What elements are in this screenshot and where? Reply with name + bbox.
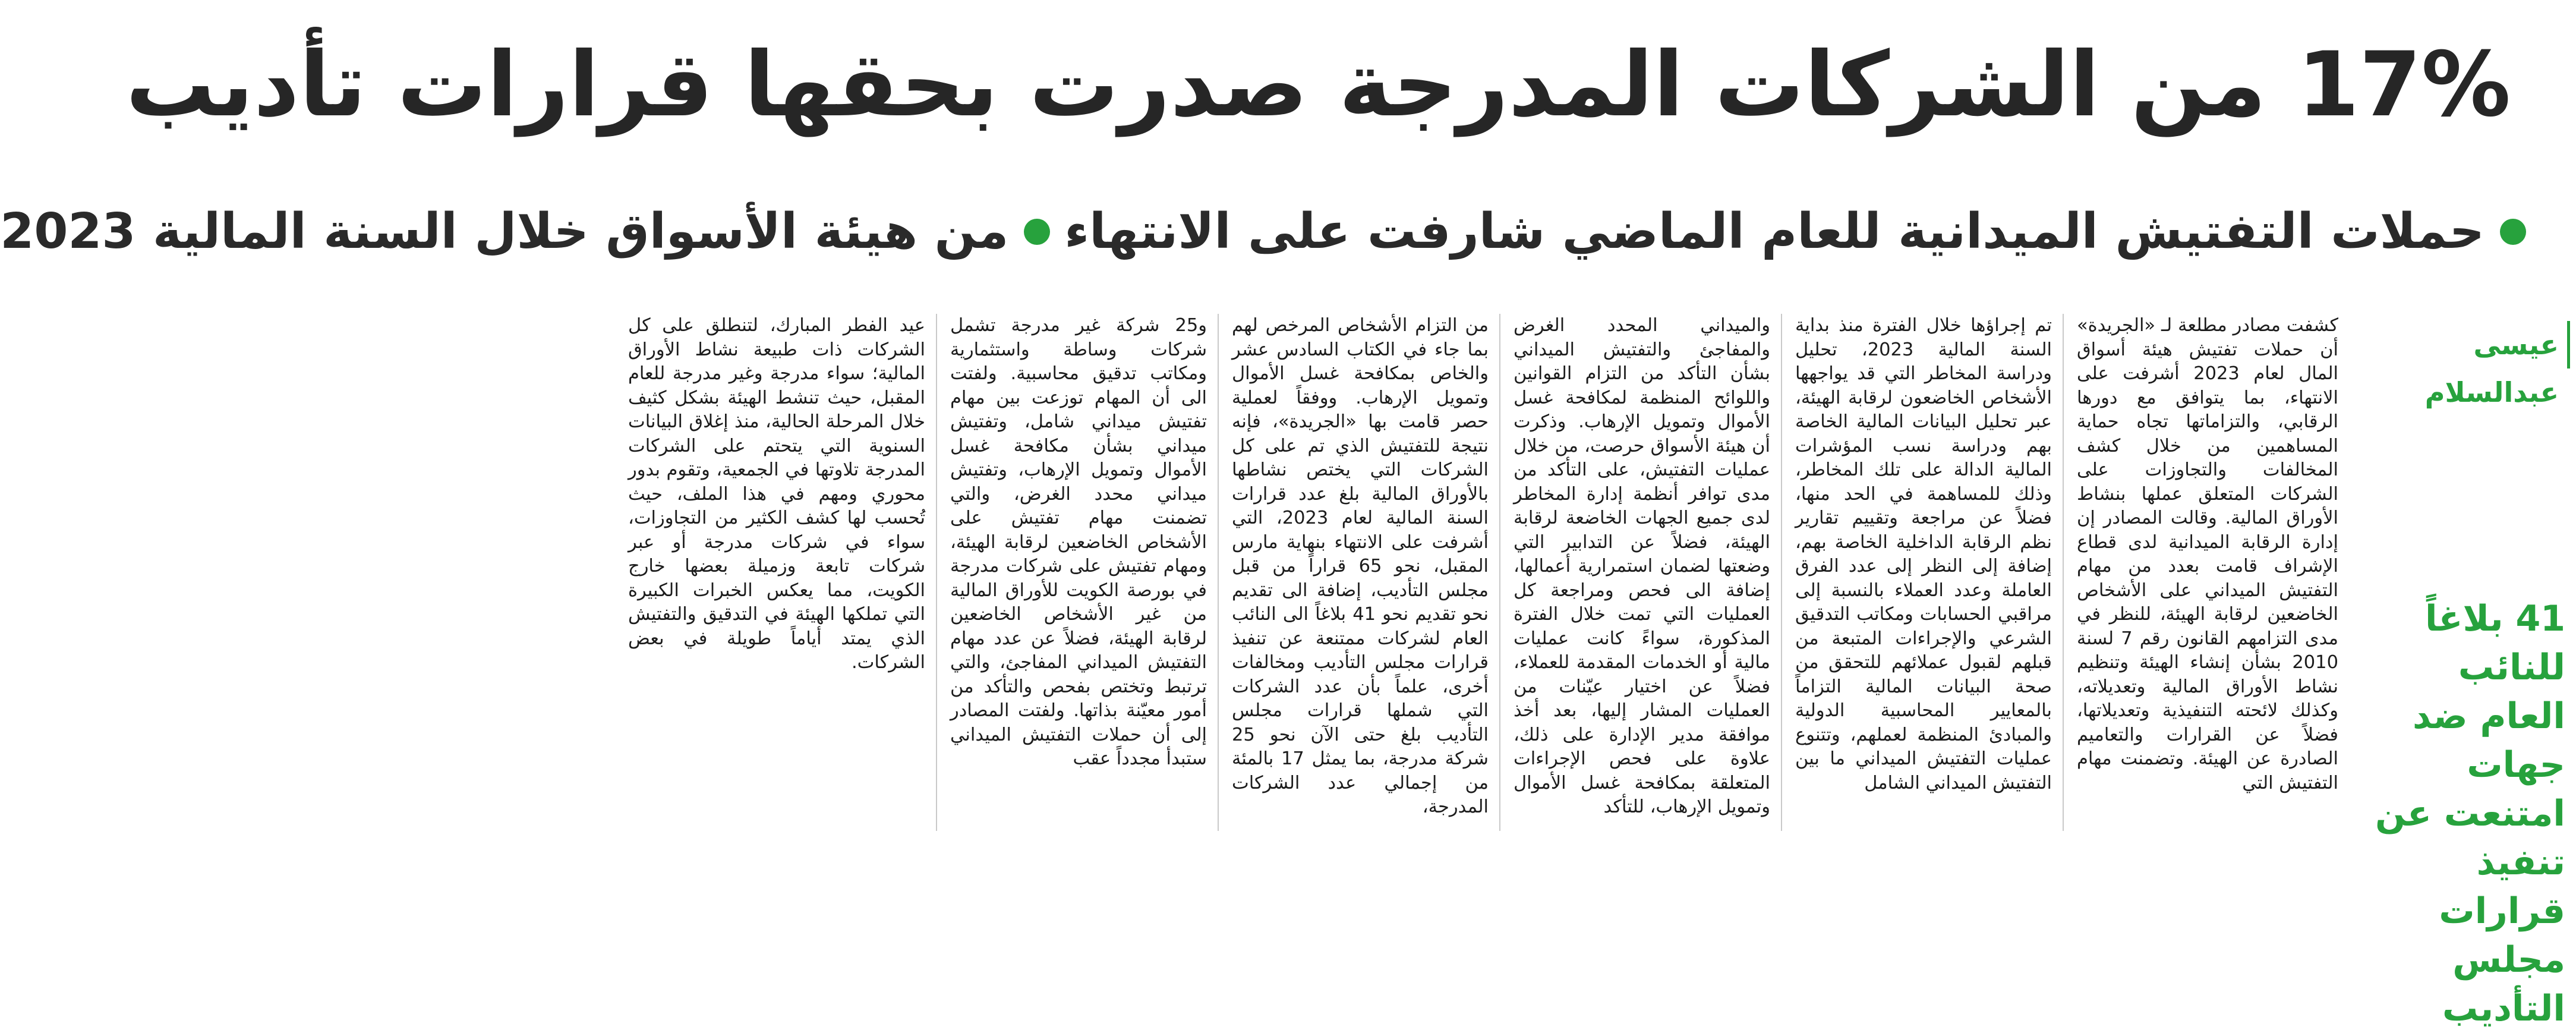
column-divider <box>936 314 937 831</box>
bullet-dot-icon <box>1024 219 1050 245</box>
bullet-dot-icon <box>2500 219 2526 245</box>
article-column-6: عيد الفطر المبارك، لتنطلق على كل الشركات ذات طبيعة نشاط الأوراق المالية؛ سواء مدرجة وغير مدرجة للعام المقبل، حيث تنشط الهيئة بشكل كثيف خلال المرحلة الحالية، منذ إغلاق البيانات السنوية التي يتحتم على الشركات المدرجة تلاوتها في الجمعية، وتقوم بدور محوري ومهم في هذا الملف، حيث تُحسب لها كشف الكثير من التجاوزات، سواء في شركات مدرجة أو عبر شركات تابعة وزميلة بعضها خارج الكويت، مما يعكس الخبرات الكبيرة التي تملكها الهيئة في التدقيق والتفتيش الذي يمتد أياماً طويلة في بعض الشركات. <box>628 315 925 673</box>
author-byline: عيسى عبدالسلام <box>2392 321 2570 369</box>
article-column-1: كشفت مصادر مطلعة لـ «الجريدة» أن حملات تفتيش هيئة أسواق المال لعام 2023 أشرفت على الانتهاء، بما يتوافق مع دورها الرقابي، والتزاماتها تجاه حماية المساهمين من خلال كشف المخالفات والتجاوزات على الشركات المتعلق عملها بنشاط الأوراق المالية. وقالت المصادر إن إدارة الرقابة الميدانية لدى قطاع الإشراف قامت بعدد من مهام التفتيش الميداني على الأشخاص الخاضعين لرقابة الهيئة، للنظر في مدى التزامهم القانون رقم 7 لسنة 2010 بشأن إنشاء الهيئة وتنظيم نشاط الأوراق المالية وتعديلاته، وكذلك لائحته التنفيذية وتعديلاتها، فضلاً عن القرارات والتعاميم الصادرة عن الهيئة. وتضمنت مهام التفتيش التي <box>2077 315 2338 793</box>
article-column-2: تم إجراؤها خلال الفترة منذ بداية السنة المالية 2023، تحليل ودراسة المخاطر التي قد يواجهها الأشخاص الخاضعون لرقابة الهيئة، عبر تحليل البيانات المالية الخاصة بهم ودراسة نسب المؤشرات المالية الدالة على تلك المخاطر، وذلك للمساهمة في الحد منها، فضلاً عن مراجعة وتقييم تقارير نظم الرقابة الداخلية الخاصة بهم، إضافة إلى النظر إلى عدد الفرق العاملة وعدد العملاء بالنسبة إلى مراقبي الحسابات ومكاتب التدقيق الشرعي والإجراءات المتبعة من قبلهم لقبول عملائهم للتحقق من صحة البيانات المالية التزاماً بالمعايير المحاسبية الدولية والمبادئ المنظمة لعملهم، وتتنوع عمليات التفتيش الميداني ما بين التفتيش الميداني الشامل <box>1795 315 2052 793</box>
subheadline-part-1: حملات التفتيش الميدانية للعام الماضي شارفت على الانتهاء <box>1064 203 2484 260</box>
pull-quote: 41 بلاغاً للنائب العام ضد جهات امتنعت عن تنفيذ قرارات مجلس التأديب <box>2375 598 2565 1029</box>
column-divider <box>1499 314 1500 831</box>
column-divider <box>1781 314 1782 831</box>
headline: 17% من الشركات المدرجة صدرت بحقها قرارات تأديب <box>125 33 2511 137</box>
subheadline-part-2: من هيئة الأسواق خلال السنة المالية 2023 <box>0 203 1009 260</box>
article-column-5: و25 شركة غير مدرجة تشمل شركات وساطة واستثمارية ومكاتب تدقيق محاسبية. ولفتت الى أن المهام توزعت بين مهام تفتيش ميداني شامل، وتفتيش ميداني بشأن مكافحة غسل الأموال وتمويل الإرهاب، وتفتيش ميداني محدد الغرض، والتي تضمنت مهام تفتيش على الأشخاص الخاضعين لرقابة الهيئة، ومهام تفتيش على شركات مدرجة في بورصة الكويت للأوراق المالية من غير الأشخاص الخاضعين لرقابة الهيئة، فضلاً عن عدد مهام التفتيش الميداني المفاجئ، والتي ترتبط وتختص بفحص والتأكد من أمور معيّنة بذاتها. ولفتت المصادر إلى أن حملات التفتيش الميداني ستبدأ مجدداً عقب <box>950 315 1207 769</box>
column-divider <box>2063 314 2064 831</box>
column-divider <box>1218 314 1219 831</box>
article-column-4: من التزام الأشخاص المرخص لهم بما جاء في الكتاب السادس عشر والخاص بمكافحة غسل الأموال وتمويل الإرهاب. ووفقاً لعملية حصر قامت بها «الجريدة»، فإنه نتيجة للتفتيش الذي تم على كل الشركات التي يختص نشاطها بالأوراق المالية بلغ عدد قرارات السنة المالية لعام 2023، التي أشرفت على الانتهاء بنهاية مارس المقبل، نحو 65 قراراً من قبل مجلس التأديب، إضافة الى تقديم نحو تقديم نحو 41 بلاغاً الى النائب العام لشركات ممتنعة عن تنفيذ قرارات مجلس التأديب ومخالفات أخرى، علماً بأن عدد الشركات التي شملها قرارات مجلس التأديب بلغ حتى الآن نحو 25 شركة مدرجة، بما يمثل 17 بالمئة من إجمالي عدد الشركات المدرجة، <box>1232 315 1489 817</box>
article-column-3: والميداني المحدد الغرض والمفاجئ والتفتيش الميداني بشأن التأكد من التزام القوانين واللوائح المنظمة لمكافحة غسل الأموال وتمويل الإرهاب. وذكرت أن هيئة الأسواق حرصت، من خلال عمليات التفتيش، على التأكد من مدى توافر أنظمة إدارة المخاطر لدى جميع الجهات الخاضعة لرقابة الهيئة، فضلاً عن التدابير التي وضعتها لضمان استمرارية أعمالها، إضافة الى فحص ومراجعة كل العمليات التي تمت خلال الفترة المذكورة، سواءً كانت عمليات مالية أو الخدمات المقدمة للعملاء، فضلاً عن اختيار عيّنات من العمليات المشار إليها، بعد أخذ موافقة مدير الإدارة على ذلك، علاوة على فحص الإجراءات المتعلقة بمكافحة غسل الأموال وتمويل الإرهاب، للتأكد <box>1514 315 1770 817</box>
subheadline <box>0 196 2540 267</box>
